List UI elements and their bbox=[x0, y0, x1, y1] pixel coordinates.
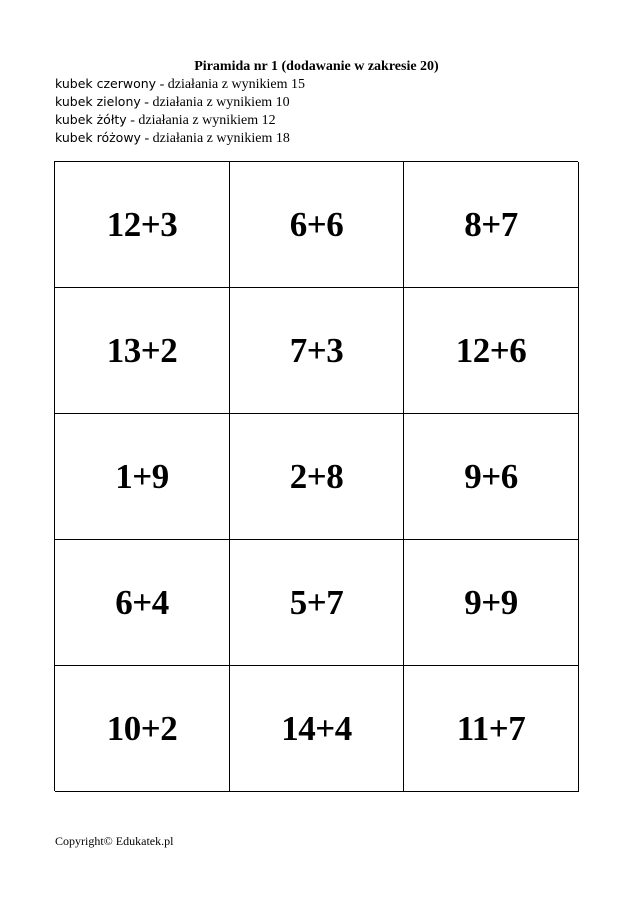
legend-rule: - działania z wynikiem 18 bbox=[140, 131, 290, 146]
legend-rule: - działania z wynikiem 10 bbox=[140, 95, 290, 110]
card-cell: 13+2 bbox=[55, 288, 230, 414]
legend-rule: - działania z wynikiem 15 bbox=[156, 77, 305, 92]
legend-cup-label: kubek czerwony bbox=[55, 76, 157, 91]
card-cell: 5+7 bbox=[230, 540, 404, 666]
legend-item-yellow bbox=[55, 111, 305, 129]
card-cell: 11+7 bbox=[404, 666, 579, 792]
card-cell: 10+2 bbox=[55, 666, 230, 792]
copyright-text: Copyright© Edukatek.pl bbox=[55, 834, 174, 848]
page-title: Piramida nr 1 (dodawanie w zakresie 20) bbox=[194, 59, 439, 74]
legend-item-pink bbox=[55, 129, 305, 147]
legend-cup-label: kubek różowy bbox=[55, 130, 141, 145]
card-cell: 9+9 bbox=[404, 540, 579, 666]
legend-rule: - działania z wynikiem 12 bbox=[126, 113, 276, 128]
legend-cup-label: kubek żółty bbox=[55, 112, 127, 127]
legend-item-red bbox=[55, 75, 305, 93]
card-cell: 7+3 bbox=[230, 288, 404, 414]
card-cell: 1+9 bbox=[55, 414, 230, 540]
card-cell: 2+8 bbox=[230, 414, 404, 540]
card-cell: 12+3 bbox=[55, 162, 230, 288]
card-cell: 12+6 bbox=[404, 288, 579, 414]
legend-list bbox=[55, 75, 305, 147]
legend-item-green bbox=[55, 93, 305, 111]
cards-grid bbox=[54, 161, 578, 791]
card-cell: 8+7 bbox=[404, 162, 579, 288]
card-cell: 6+4 bbox=[55, 540, 230, 666]
card-cell: 6+6 bbox=[230, 162, 404, 288]
legend-cup-label: kubek zielony bbox=[55, 94, 141, 109]
card-cell: 9+6 bbox=[404, 414, 579, 540]
card-cell: 14+4 bbox=[230, 666, 404, 792]
